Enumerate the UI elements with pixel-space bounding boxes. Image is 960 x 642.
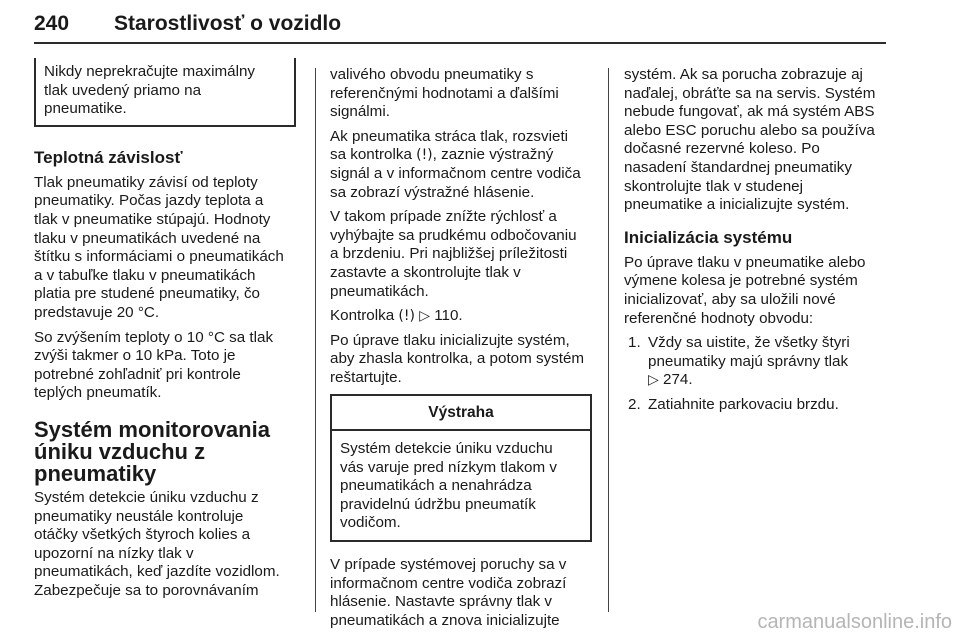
text-column-3: [624, 66, 886, 421]
page-number: 240: [34, 12, 70, 35]
text-column-2: [330, 66, 592, 636]
paragraph: Po úprave tlaku v pneumatike alebo výmene kolesa je potrebné systém inicializovať, aby sa uložili nové referenčné hodnoty obvodu:: [624, 253, 866, 327]
list-item: 1. Vždy sa uistite, že všetky štyri pneumatiky majú správny tlak ▷ 274.: [628, 334, 850, 389]
warning-box: [330, 394, 592, 543]
inline-text: , zaznie výstražný: [432, 146, 554, 164]
paragraph: V takom prípade znížte rýchlosť a vyhýbajte sa prudkému odbočovaniu a brzdeniu. Pri najbližšej príležitosti zastavte a skontrolujte tlak v pneumatikách.: [330, 208, 577, 300]
page-reference[interactable]: 274.: [663, 371, 693, 389]
column-divider: [315, 68, 316, 612]
inline-text: Kontrolka: [330, 307, 395, 325]
text-column-1: [34, 58, 296, 606]
paragraph: Ak pneumatika stráca tlak, rozsvieti sa kontrolka (!), zaznie výstražný signál a v informačnom centre vodiča sa zobrazí výstražné hlásenie.: [330, 127, 581, 201]
paragraph: systém. Ak sa porucha zobrazuje aj naďalej, obráťte sa na servis. Systém nebude fungovať, ak má systém ABS alebo ESC poruchu alebo sa používa dočasné rezervné koleso. Po nasadení štandardnej pneumatiky skontrolujte tlak v studenej pneumatike a inicializujte systém.: [624, 66, 876, 214]
paragraph: [330, 307, 592, 326]
page-reference-arrow-icon: ▷: [648, 372, 659, 389]
page-reference[interactable]: 110.: [434, 307, 463, 325]
paragraph: So zvýšením teploty o 10 °C sa tlak zvýši takmer o 10 kPa. Toto je potrebné zohľadniť pri kontrole teplých pneumatík.: [34, 328, 274, 402]
temperature-heading: Teplotná závislosť: [34, 147, 183, 167]
paragraph: V prípade systémovej poruchy sa v informačnom centre vodiča zobrazí hlásenie. Nastavte správny tlak v pneumatikách a znova inicializujte: [330, 556, 567, 629]
warning-body: Systém detekcie úniku vzduchu vás varuje pred nízkym tlakom v pneumatikách a nenahrádza pravidelnú údržbu pneumatík vodičom.: [340, 440, 557, 532]
note-box: [34, 58, 296, 127]
paragraph: valivého obvodu pneumatiky s referenčnými hodnotami a ďalšími signálmi.: [330, 66, 559, 121]
inline-text: sa kontrolka: [330, 146, 417, 164]
list-item: 2. Zatiahnite parkovaciu brzdu.: [628, 395, 839, 413]
paragraph: Systém detekcie úniku vzduchu z pneumatiky neustále kontroluje otáčky všetkých štyroch kolies a upozorní na nízky tlak v pneumatikách, keď jazdíte vozidlom. Zabezpečuje sa to porovnávaním: [34, 488, 280, 599]
tire-pressure-warning-icon: (!): [416, 147, 433, 164]
note-text: pneumatike.: [44, 100, 127, 118]
paragraph: Tlak pneumatiky závisí od teploty pneumatiky. Počas jazdy teplota a tlak v pneumatike stúpajú. Hodnoty tlaku v pneumatikách uvedené na štítku s informáciami o pneumatikách a v tabuľke tlaku v pneumatikách platia pre studené pneumatiky, čo predstavuje 20 °C.: [34, 173, 284, 321]
note-text: Nikdy neprekračujte maximálny: [44, 63, 256, 80]
init-heading: Inicializácia systému: [624, 227, 793, 247]
column-divider: [608, 68, 609, 612]
section-heading: Systém monitorovania úniku vzduchu z pneumatiky: [34, 416, 270, 486]
note-text: tlak uvedený priamo na: [44, 81, 202, 99]
watermark: carmanualsonline.info: [757, 611, 952, 633]
tire-pressure-warning-icon: (!): [398, 308, 415, 325]
chapter-title: Starostlivosť o vozidlo: [114, 12, 342, 35]
page-header: [34, 4, 886, 44]
paragraph: Po úprave tlaku inicializujte systém, aby zhasla kontrolka, a potom systém reštartujte.: [330, 331, 585, 386]
page-reference-arrow-icon: ▷: [419, 308, 430, 325]
steps-list: [624, 334, 886, 414]
warning-title: Výstraha: [332, 396, 590, 432]
